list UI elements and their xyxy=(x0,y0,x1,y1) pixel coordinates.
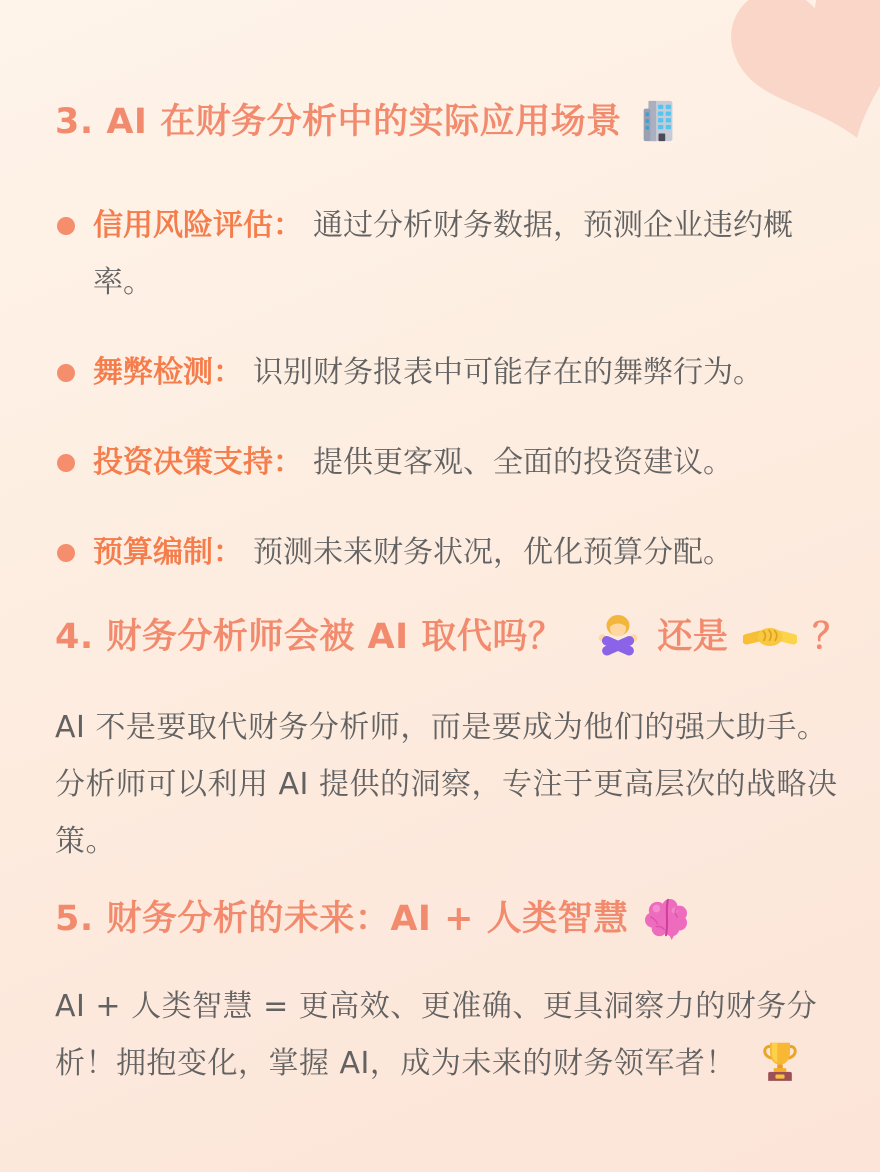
bullet-text: 提供更客观、全面的投资建议。 xyxy=(313,445,733,480)
section-5-heading-text: 5. 财务分析的未来：AI + 人类智慧 xyxy=(55,899,629,939)
bullet-dot-icon xyxy=(57,454,75,472)
section-4-or-text: 还是 xyxy=(657,617,729,657)
section-3-heading xyxy=(55,99,838,145)
handshake-icon xyxy=(743,617,797,657)
section-5-paragraph-text: AI + 人类智慧 = 更高效、更准确、更具洞察力的财务分析！拥抱变化，掌握 AI，成为未来的财务领军者！ xyxy=(55,989,818,1081)
bullet-text: 识别财务报表中可能存在的舞弊行为。 xyxy=(253,355,763,390)
bullet-dot-icon xyxy=(57,217,75,235)
list-item xyxy=(55,434,838,491)
bullet-text: 通过分析财务数据，预测企业违约概率。 xyxy=(93,208,793,300)
section-4-question-mark: ？ xyxy=(812,617,848,657)
woman-gesturing-no-icon xyxy=(594,613,642,661)
trophy-icon xyxy=(760,1038,800,1082)
bullet-content xyxy=(93,434,733,491)
bullet-label: 信用风险评估： xyxy=(93,208,303,243)
section-5-paragraph xyxy=(55,978,838,1092)
bullet-dot-icon xyxy=(57,364,75,382)
bullet-text: 预测未来财务状况，优化预算分配。 xyxy=(253,535,733,570)
section-3-heading-text: 3. AI 在财务分析中的实际应用场景 xyxy=(55,102,622,142)
use-case-list xyxy=(55,197,838,581)
office-building-icon xyxy=(636,99,682,145)
section-4-heading xyxy=(55,613,848,661)
bullet-label: 预算编制： xyxy=(93,535,243,570)
bullet-content xyxy=(93,524,733,581)
list-item xyxy=(55,197,838,311)
bullet-content xyxy=(93,197,838,311)
bullet-label: 舞弊检测： xyxy=(93,355,243,390)
bullet-content xyxy=(93,344,763,401)
bullet-label: 投资决策支持： xyxy=(93,445,303,480)
list-item xyxy=(55,524,838,581)
list-item xyxy=(55,344,838,401)
bullet-dot-icon xyxy=(57,544,75,562)
section-4-heading-text: 4. 财务分析师会被 AI 取代吗？ xyxy=(55,617,564,657)
brain-icon xyxy=(643,898,689,940)
section-4-paragraph: AI 不是要取代财务分析师，而是要成为他们的强大助手。分析师可以利用 AI 提供的洞察，专注于更高层次的战略决策。 xyxy=(55,710,838,859)
section-5-heading xyxy=(55,896,838,942)
